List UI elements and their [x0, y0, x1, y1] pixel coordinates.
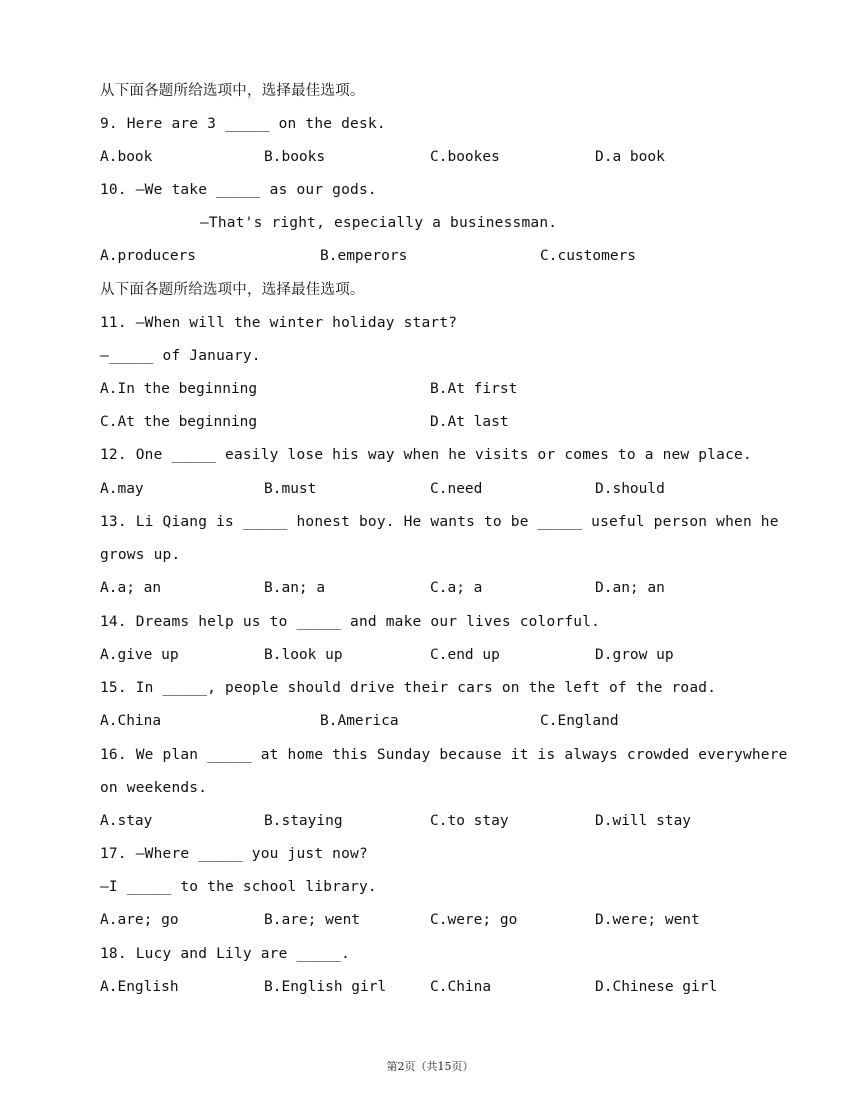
question-14-stem: 14. Dreams help us to _____ and make our lives colorful.	[100, 614, 601, 630]
question-11-options-row2	[100, 412, 800, 432]
option-d[interactable]: D.were; went	[595, 912, 700, 928]
option-c[interactable]: C.customers	[540, 248, 637, 264]
option-d[interactable]: D.grow up	[595, 647, 674, 663]
question-13-stem-cont: grows up.	[100, 547, 181, 563]
option-a[interactable]: A.China	[100, 713, 162, 729]
section-instruction: 从下面各题所给选项中，选择最佳选项。	[100, 282, 365, 298]
question-10-options	[100, 246, 800, 266]
option-d[interactable]: D.an; an	[595, 580, 665, 596]
option-d[interactable]: D.a book	[595, 149, 665, 165]
option-c[interactable]: C.need	[430, 481, 483, 497]
question-15-stem: 15. In _____, people should drive their cars on the left of the road.	[100, 680, 717, 696]
option-b[interactable]: B.are; went	[264, 912, 361, 928]
option-c[interactable]: C.end up	[430, 647, 500, 663]
option-c[interactable]: C.China	[430, 979, 492, 995]
option-b[interactable]: B.look up	[264, 647, 343, 663]
option-b[interactable]: B.an; a	[264, 580, 326, 596]
question-16-options	[100, 811, 800, 831]
option-c[interactable]: C.At the beginning	[100, 414, 258, 430]
question-15-options	[100, 711, 800, 731]
question-17-options	[100, 910, 800, 930]
option-d[interactable]: D.At last	[430, 414, 509, 430]
option-a[interactable]: A.give up	[100, 647, 179, 663]
question-14-options	[100, 645, 800, 665]
option-b[interactable]: B.English girl	[264, 979, 387, 995]
question-18-stem: 18. Lucy and Lily are _____.	[100, 946, 351, 962]
question-17-stem: 17. —Where _____ you just now?	[100, 846, 368, 862]
question-9-options	[100, 147, 800, 167]
option-a[interactable]: A.are; go	[100, 912, 179, 928]
option-d[interactable]: D.Chinese girl	[595, 979, 718, 995]
option-c[interactable]: C.were; go	[430, 912, 518, 928]
option-d[interactable]: D.will stay	[595, 813, 692, 829]
option-b[interactable]: B.At first	[430, 381, 518, 397]
question-17-reply: —I _____ to the school library.	[100, 879, 377, 895]
option-a[interactable]: A.In the beginning	[100, 381, 258, 397]
option-a[interactable]: A.stay	[100, 813, 153, 829]
question-10-reply: —That's right, especially a businessman.	[200, 215, 558, 231]
option-a[interactable]: A.producers	[100, 248, 197, 264]
question-16-stem: 16. We plan _____ at home this Sunday because it is always crowded everywhere	[100, 747, 788, 763]
question-12-stem: 12. One _____ easily lose his way when he visits or comes to a new place.	[100, 447, 752, 463]
question-16-stem-cont: on weekends.	[100, 780, 208, 796]
option-b[interactable]: B.must	[264, 481, 317, 497]
option-a[interactable]: A.English	[100, 979, 179, 995]
question-13-options	[100, 578, 800, 598]
option-b[interactable]: B.books	[264, 149, 326, 165]
option-d[interactable]: D.should	[595, 481, 665, 497]
option-b[interactable]: B.emperors	[320, 248, 408, 264]
option-a[interactable]: A.a; an	[100, 580, 162, 596]
question-13-stem: 13. Li Qiang is _____ honest boy. He wants to be _____ useful person when he	[100, 514, 779, 530]
option-c[interactable]: C.England	[540, 713, 619, 729]
option-c[interactable]: C.bookes	[430, 149, 500, 165]
option-a[interactable]: A.may	[100, 481, 144, 497]
question-11-reply: —_____ of January.	[100, 348, 261, 364]
page-footer: 第2页（共15页）	[386, 1060, 474, 1073]
option-c[interactable]: C.a; a	[430, 580, 483, 596]
question-12-options	[100, 479, 800, 499]
section-instruction: 从下面各题所给选项中，选择最佳选项。	[100, 83, 365, 99]
option-c[interactable]: C.to stay	[430, 813, 509, 829]
option-a[interactable]: A.book	[100, 149, 153, 165]
option-b[interactable]: B.America	[320, 713, 399, 729]
question-10-stem: 10. —We take _____ as our gods.	[100, 182, 377, 198]
question-18-options	[100, 977, 800, 997]
question-11-stem: 11. —When will the winter holiday start?	[100, 315, 458, 331]
question-9-stem: 9. Here are 3 _____ on the desk.	[100, 116, 386, 132]
question-11-options-row1	[100, 379, 800, 399]
option-b[interactable]: B.staying	[264, 813, 343, 829]
